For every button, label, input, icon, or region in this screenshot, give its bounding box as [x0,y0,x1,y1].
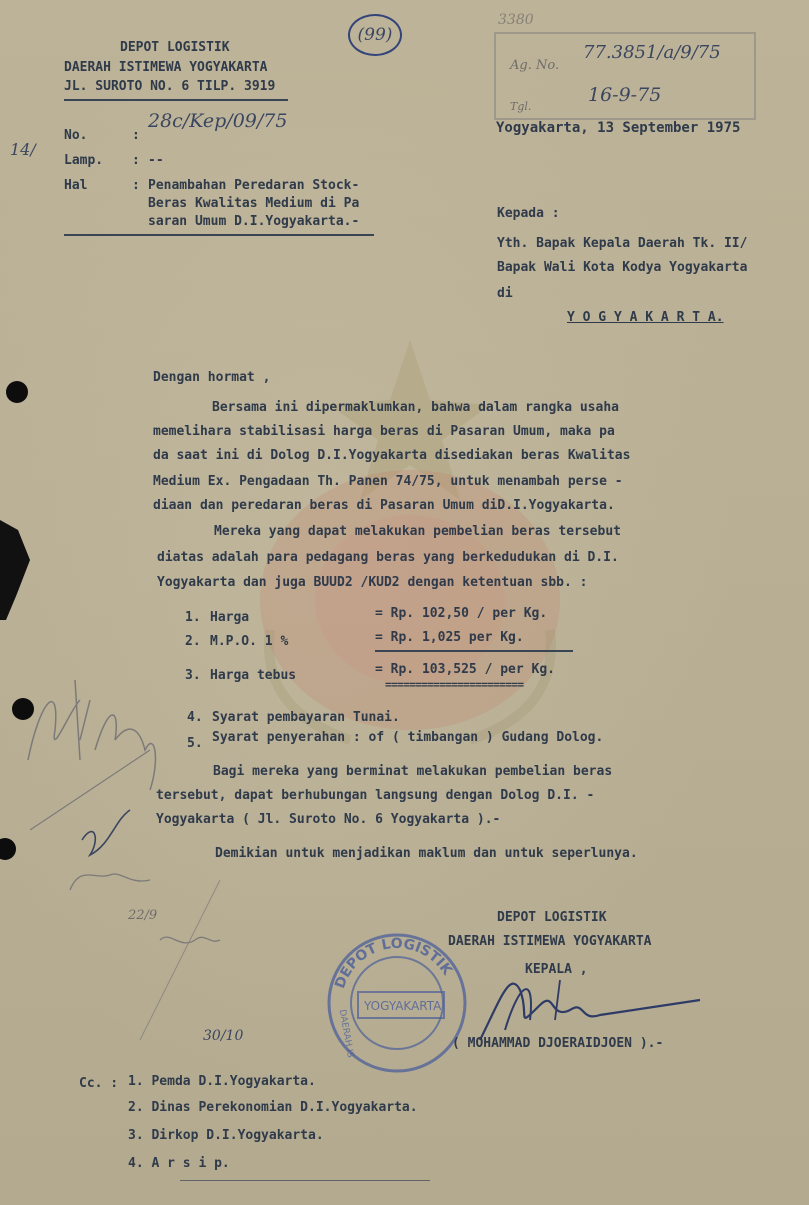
paragraph3-line: Yogyakarta ( Jl. Suroto No. 6 Yogyakarta ).- [156,812,501,827]
lamp-colon: : [132,153,140,168]
no-label: No. [64,128,88,143]
paragraph2-line: Mereka yang dapat melakukan pembelian beras tersebut [214,524,621,539]
hal-label: Hal [64,178,88,193]
term-label: Harga tebus [210,668,297,683]
signature-line1: DEPOT LOGISTIK [497,910,607,925]
punch-hole [6,381,28,403]
paragraph1-line: da saat ini di Dolog D.I.Yogyakarta disediakan beras Kwalitas [153,448,631,463]
paragraph1-line: diaan dan peredaran beras di Pasaran Umum diD.I.Yogyakarta. [153,498,615,513]
punch-hole [0,838,16,860]
cc-item: 3. Dirkop D.I.Yogyakarta. [128,1128,324,1143]
term-num: 3. [185,668,201,683]
paragraph2-line: diatas adalah para pedagang beras yang berkedudukan di D.I. [157,550,619,565]
cc-item: 2. Dinas Perekonomian D.I.Yogyakarta. [128,1100,418,1115]
signatory-name: ( MOHAMMAD DJOERAIDJOEN ).- [452,1036,664,1051]
paragraph3-line: Bagi mereka yang berminat melakukan pembelian beras [213,764,613,779]
page-number-text: (99) [357,25,393,45]
paragraph3-line: tersebut, dapat berhubungan langsung dengan Dolog D.I. - [156,788,595,803]
handwritten-note-b: 30/10 [203,1028,244,1044]
recipient-line1: Yth. Bapak Kepala Daerah Tk. II/ [497,236,748,251]
pencil-number: 3380 [498,12,534,28]
agenda-no-value: 77.3851/a/9/75 [583,42,721,63]
paragraph2-line: Yogyakarta dan juga BUUD2 /KUD2 dengan ketentuan sbb. : [157,575,588,590]
closing: Demikian untuk menjadikan maklum dan untuk seperlunya. [215,846,638,861]
hal-colon: : [132,178,140,193]
term-num: 2. [185,634,201,649]
stamp-inner-text: YOGYAKARTA [364,999,442,1013]
place-date: Yogyakarta, 13 September 1975 [496,120,741,136]
torn-edge [0,520,30,620]
signature-line2: DAERAH ISTIMEWA YOGYAKARTA [448,934,652,949]
letterhead-line3: JL. SUROTO NO. 6 TILP. 3919 [64,79,276,94]
hal-line: Penambahan Peredaran Stock- [148,178,360,193]
letterhead-rule [64,99,288,101]
condition-text: Syarat pembayaran Tunai. [212,710,400,725]
lamp-label: Lamp. [64,153,104,168]
stamp-outer-text: DEPOT LOGISTIK [332,935,456,991]
cc-label: Cc. : [79,1076,119,1091]
page-number [348,14,402,56]
agenda-date-value: 16-9-75 [588,84,662,106]
handwritten-note-a: 22/9 [128,908,158,923]
hal-line: Beras Kwalitas Medium di Pa [148,196,360,211]
term-num: 1. [185,610,201,625]
marginal-scribbles [20,640,250,1060]
paragraph1-line: Bersama ini dipermaklumkan, bahwa dalam rangka usaha [212,400,619,415]
official-stamp [322,928,472,1078]
condition-text: Syarat penyerahan : of ( timbangan ) Gudang Dolog. [212,730,604,745]
agenda-date-label: Tgl. [510,100,532,113]
letterhead-line1: DEPOT LOGISTIK [120,40,230,55]
paragraph1-line: memelihara stabilisasi harga beras di Pasaran Umum, maka pa [153,424,615,439]
sum-rule [375,650,573,652]
term-label: Harga [210,610,250,625]
term-label: M.P.O. 1 % [210,634,289,649]
cc-item: 1. Pemda D.I.Yogyakarta. [128,1074,316,1089]
salutation: Dengan hormat , [153,370,271,385]
signature-line3: KEPALA , [525,962,588,977]
agenda-no-label: Ag. No. [510,58,560,73]
hal-rule [64,234,374,236]
recipient-city: Y O G Y A K A R T A. [567,310,724,325]
cc-rule [180,1180,430,1181]
paragraph1-line: Medium Ex. Pengadaan Th. Panen 74/75, untuk menambah perse - [153,474,623,489]
no-value: 28c/Kep/09/75 [148,110,288,132]
term-value: = Rp. 103,525 / per Kg. [375,662,556,677]
stamp-side-text: DAERAH IS [336,1008,355,1059]
cc-item: 4. A r s i p. [128,1156,230,1171]
hal-line: saran Umum D.I.Yogyakarta.- [148,214,360,229]
condition-num: 4. [187,710,203,725]
lamp-value: -- [148,153,164,168]
condition-num: 5. [187,736,203,751]
double-underline: ======================= [385,678,524,691]
letterhead-line2: DAERAH ISTIMEWA YOGYAKARTA [64,60,268,75]
margin-note: 14/ [10,140,36,159]
recipient-line2: Bapak Wali Kota Kodya Yogyakarta [497,260,748,275]
term-value: = Rp. 102,50 / per Kg. [375,606,548,621]
recipient-di: di [497,286,513,301]
watermark-emblem [230,330,610,760]
term-value: = Rp. 1,025 per Kg. [375,630,524,645]
no-colon: : [132,128,140,143]
kepada-label: Kepada : [497,206,560,221]
